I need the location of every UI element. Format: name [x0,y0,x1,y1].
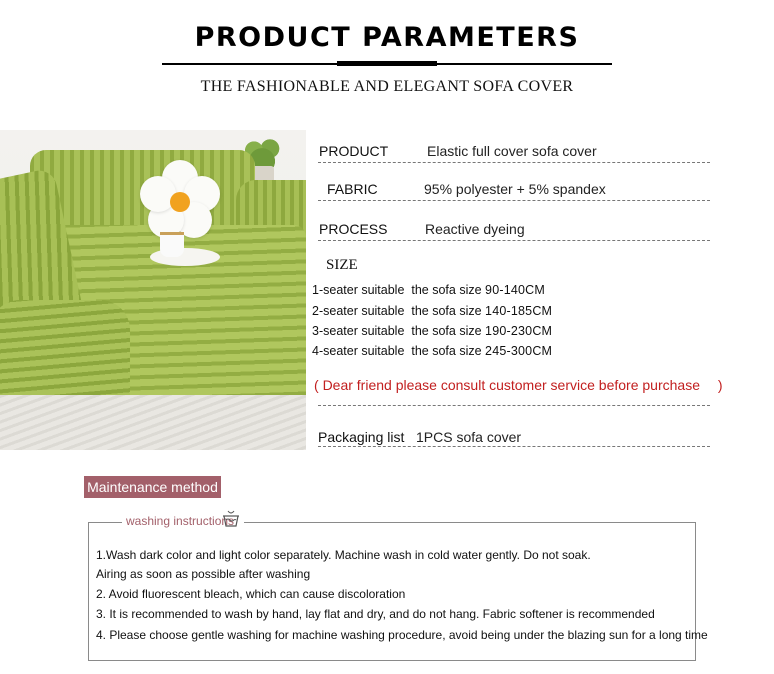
notice-close-paren: ) [717,377,723,393]
box-top-border [88,522,122,523]
flower-pillow [140,160,220,240]
page-title: PRODUCT PARAMETERS [194,22,580,53]
packaging-label: Packaging list [318,429,405,445]
size-row [312,324,552,338]
box-top-border [244,522,695,523]
divider [318,405,710,406]
size-seater: 3-seater suitable [312,324,405,338]
size-desc: the sofa size [411,304,482,318]
product-label: PRODUCT [319,143,389,159]
coffee-cup [160,232,184,257]
divider [318,162,710,163]
instruction-line: 2. Avoid fluorescent bleach, which can cause discoloration [96,587,406,601]
instruction-line: 1.Wash dark color and light color separately. Machine wash in cold water gently. Do not soak. [96,548,591,562]
fabric-label: FABRIC [327,181,378,197]
size-range: 140-185CM [485,304,553,318]
size-seater: 4-seater suitable [312,344,405,358]
size-desc: the sofa size [411,324,482,338]
size-seater: 1-seater suitable [312,283,405,297]
divider [318,446,710,447]
size-range: 90-140CM [485,283,546,297]
size-desc: the sofa size [411,283,482,297]
size-range: 190-230CM [485,324,553,338]
instruction-line: Airing as soon as possible after washing [96,567,311,581]
process-value: Reactive dyeing [425,221,525,237]
size-range: 245-300CM [485,344,553,358]
size-label: SIZE [326,257,358,273]
floor-rug [0,395,306,450]
sofa-product-photo [0,130,306,450]
size-desc: the sofa size [411,344,482,358]
page-subtitle: THE FASHIONABLE AND ELEGANT SOFA COVER [200,78,574,95]
notice-text: Dear friend please consult customer service before purchase [322,377,700,393]
divider [318,240,710,241]
washing-instructions-title: washing instructions [126,514,235,528]
size-seater: 2-seater suitable [312,304,405,318]
notice-open-paren: ( [314,377,319,393]
product-value: Elastic full cover sofa cover [427,143,597,159]
maintenance-method-badge: Maintenance method [84,476,221,498]
size-row [312,283,545,297]
size-row [312,344,552,358]
instruction-line: 3. It is recommended to wash by hand, lay flat and dry, and do not hang. Fabric softener is recommended [96,607,655,621]
wash-basin-icon [222,509,240,529]
title-underline [162,63,612,65]
process-label: PROCESS [319,221,388,237]
size-row [312,304,552,318]
packaging-value: 1PCS sofa cover [416,429,522,445]
fabric-value: 95% polyester + 5% spandex [424,181,606,197]
purchase-notice [314,377,723,393]
instruction-line: 4. Please choose gentle washing for machine washing procedure, avoid being under the blazing sun for a long time [96,628,708,642]
divider [318,200,710,201]
